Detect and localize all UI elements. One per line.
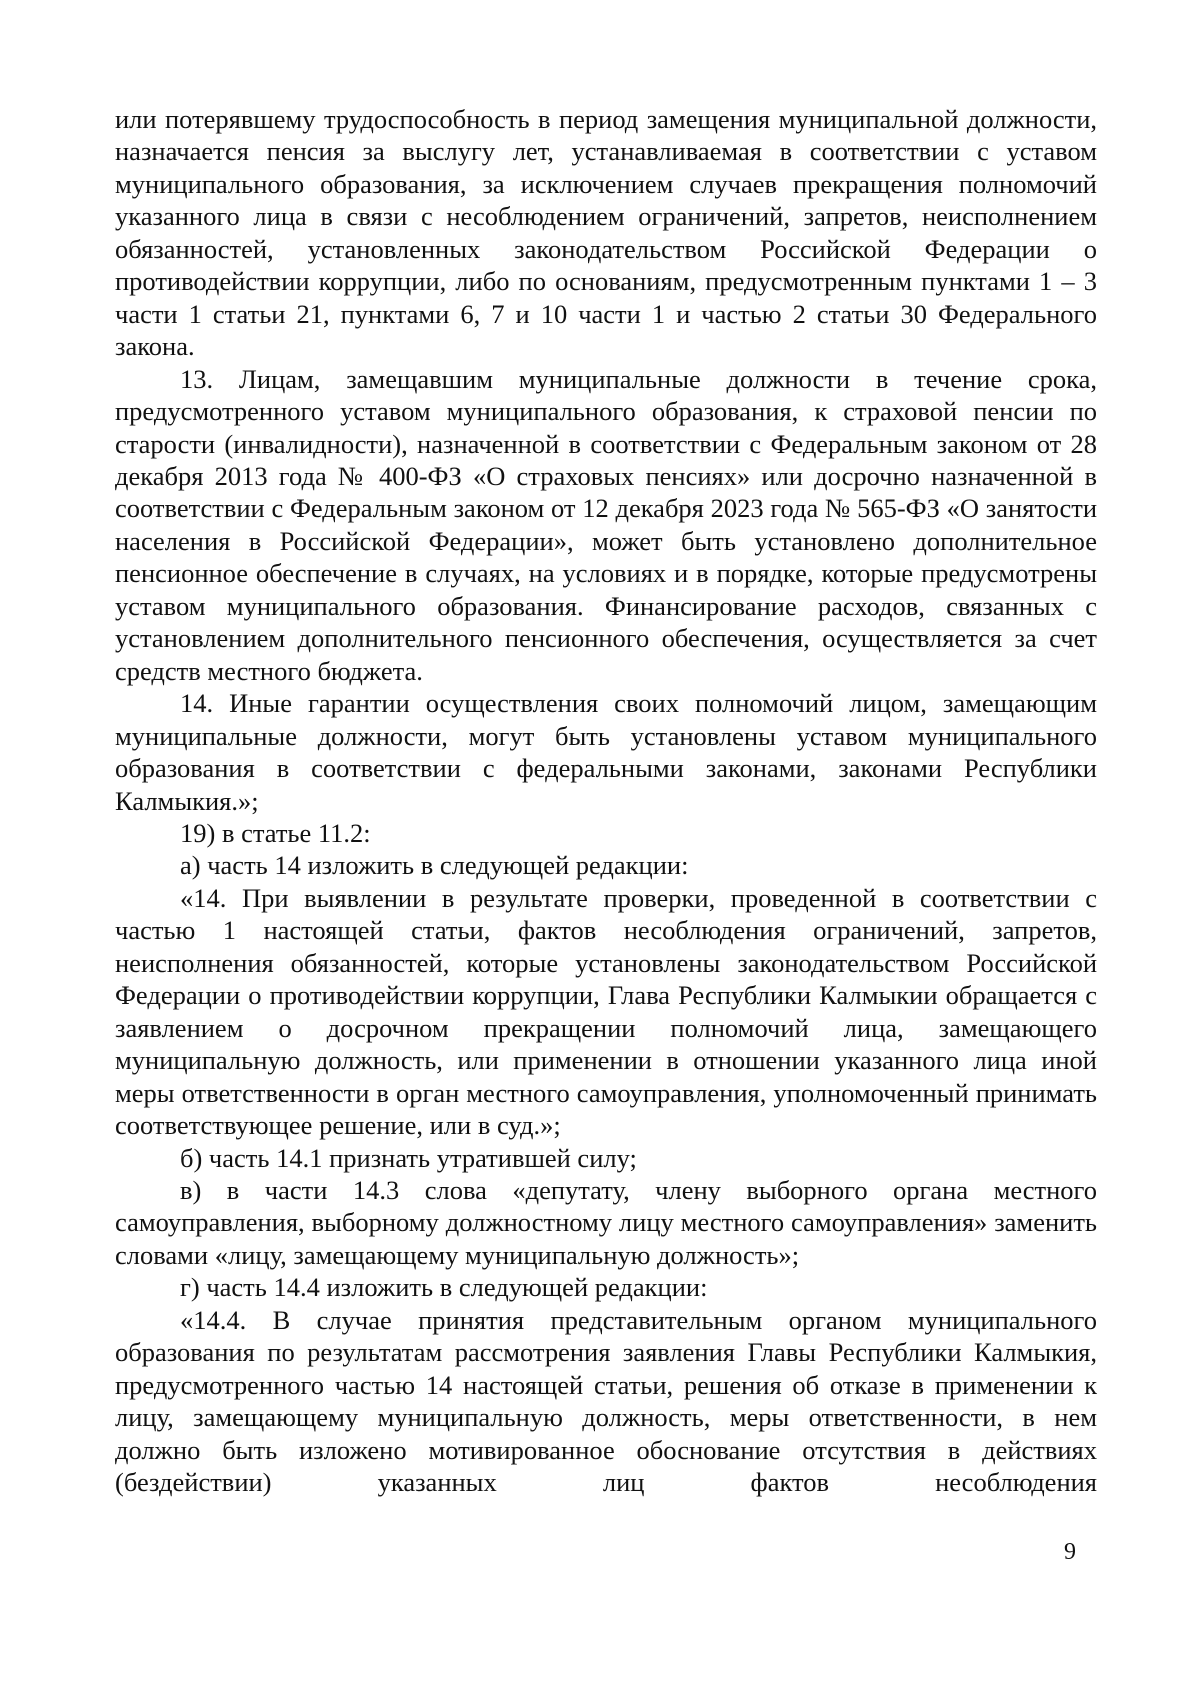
paragraph-item-19: 19) в статье 11.2:: [180, 817, 371, 848]
paragraph-item-19g: г) часть 14.4 изложить в следующей редакции:: [180, 1272, 708, 1303]
paragraph-item-19v: в) в части 14.3 слова «депутату, члену выборного органа местного самоуправления, выборному должностному лицу местного самоуправления» заменить словами «лицу, замещающему муниципальную должность»;: [115, 1174, 1097, 1270]
paragraph-14: 14. Иные гарантии осуществления своих полномочий лицом, замещающим муниципальные должности, могут быть установлены уставом муниципального образования в соответствии с федеральными законами, законами Республики Калмыкия.»;: [115, 688, 1097, 816]
paragraph-continuation: или потерявшему трудоспособность в период замещения муниципальной должности, назначается пенсия за выслугу лет, устанавливаемая в соответствии с уставом муниципального образования, за исключением случаев прекращения полномочий указанного лица в связи с несоблюдением ограничений, запретов, неисполнением обязанностей, установленных законодательством Российской Федерации о противодействии коррупции, либо по основаниям, предусмотренным пунктами 1 – 3 части 1 статьи 21, пунктами 6, 7 и 10 части 1 и частью 2 статьи 30 Федерального закона.: [115, 104, 1097, 362]
page-number: 9: [1064, 1539, 1076, 1565]
paragraph-item-19g-text: «14.4. В случае принятия представительным органом муниципального образования по результатам рассмотрения заявления Главы Республики Калмыкия, предусмотренного частью 14 настоящей статьи, решения об отказе в применении к лицу, замещающему муниципальную должность, меры ответственности, в нем должно быть изложено мотивированное обоснование отсутствия в действиях (бездействии) указанных лиц фактов несоблюдения: [115, 1304, 1097, 1498]
paragraph-item-19a: а) часть 14 изложить в следующей редакции:: [180, 850, 689, 881]
paragraph-item-19a-text: «14. При выявлении в результате проверки, проведенной в соответствии с частью 1 настоящей статьи, фактов несоблюдения ограничений, запретов, неисполнения обязанностей, которые установлены законодательством Российской Федерации о противодействии коррупции, Глава Республики Калмыкии обращается с заявлением о досрочном прекращении полномочий лица, замещающего муниципальную должность, или применении в отношении указанного лица иной меры ответственности в орган местного самоуправления, уполномоченный принимать соответствующее решение, или в суд.»;: [115, 882, 1097, 1141]
paragraph-item-19b: б) часть 14.1 признать утратившей силу;: [180, 1142, 637, 1173]
document-body: [115, 103, 1097, 1498]
paragraph-13: 13. Лицам, замещавшим муниципальные должности в течение срока, предусмотренного уставом муниципального образования, к страховой пенсии по старости (инвалидности), назначенной в соответствии с Федеральным законом от 28 декабря 2013 года № 400-ФЗ «О страховых пенсиях» или досрочно назначенной в соответствии с Федеральным законом от 12 декабря 2023 года № 565-ФЗ «О занятости населения в Российской Федерации», может быть установлено дополнительное пенсионное обеспечение в случаях, на условиях и в порядке, которые предусмотрены уставом муниципального образования. Финансирование расходов, связанных с установлением дополнительного пенсионного обеспечения, осуществляется за счет средств местного бюджета.: [115, 363, 1097, 686]
